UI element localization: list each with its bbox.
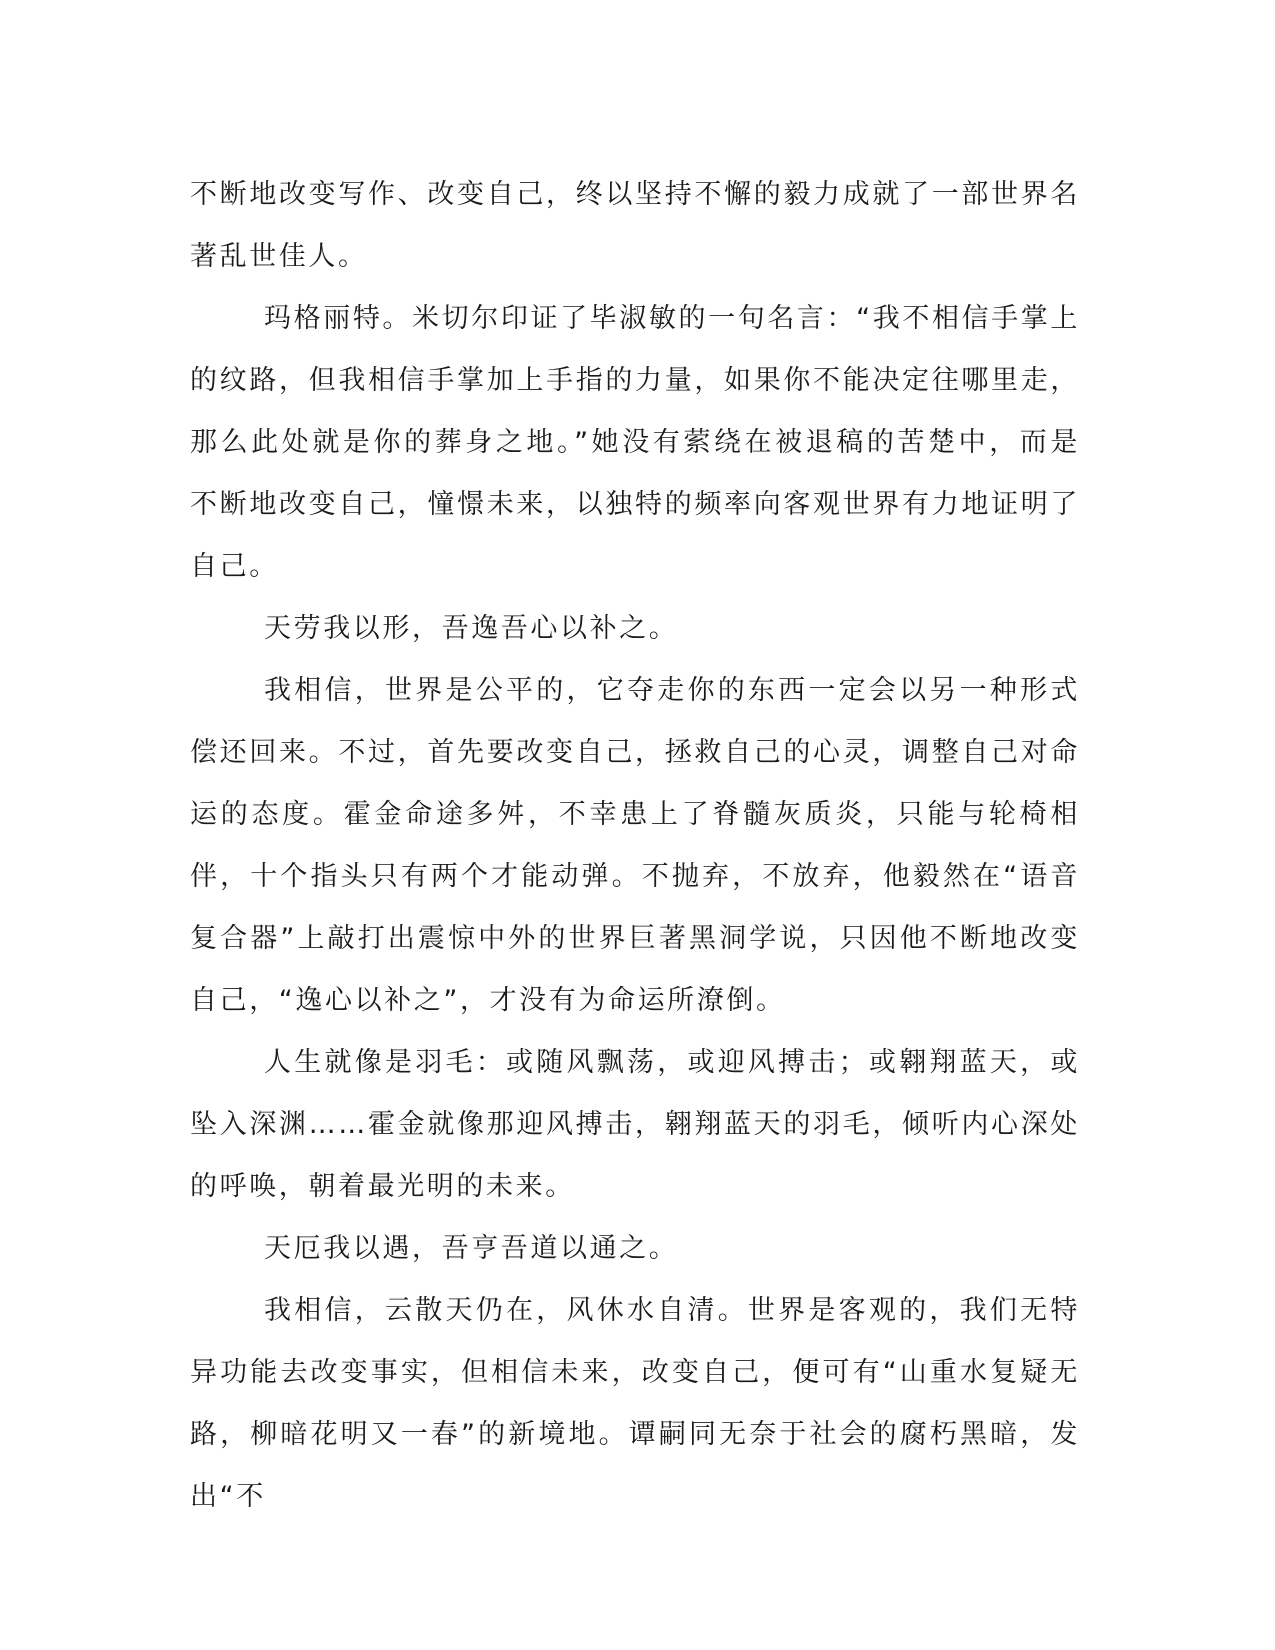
paragraph-1: 不断地改变写作、改变自己，终以坚持不懈的毅力成就了一部世界名著乱世佳人。 <box>190 179 1080 272</box>
paragraph-3: 天劳我以形，吾逸吾心以补之。 <box>264 613 679 644</box>
paragraph-6: 天厄我以遇，吾亨吾道以通之。 <box>264 1233 679 1264</box>
paragraph-2: 玛格丽特。米切尔印证了毕淑敏的一句名言：“我不相信手掌上的纹路，但我相信手掌加上手指的力量，如果你不能决定往哪里走，那么此处就是你的葬身之地。”她没有萦绕在被退稿的苦楚中，而是不断地改变自己，憧憬未来，以独特的频率向客观世界有力地证明了自己。 <box>190 303 1080 582</box>
essay-body <box>190 164 1080 1528</box>
paragraph-5: 人生就像是羽毛：或随风飘荡，或迎风搏击；或翱翔蓝天，或坠入深渊……霍金就像那迎风搏击，翱翔蓝天的羽毛，倾听内心深处的呼唤，朝着最光明的未来。 <box>190 1047 1080 1202</box>
paragraph-4: 我相信，世界是公平的，它夺走你的东西一定会以另一种形式偿还回来。不过，首先要改变自己，拯救自己的心灵，调整自己对命运的态度。霍金命途多舛，不幸患上了脊髓灰质炎，只能与轮椅相伴，十个指头只有两个才能动弹。不抛弃，不放弃，他毅然在“语音复合器”上敲打出震惊中外的世界巨著黑洞学说，只因他不断地改变自己，“逸心以补之”，才没有为命运所潦倒。 <box>190 675 1080 1016</box>
paragraph-7: 我相信，云散天仍在，风休水自清。世界是客观的，我们无特异功能去改变事实，但相信未来，改变自己，便可有“山重水复疑无路，柳暗花明又一春”的新境地。谭嗣同无奈于社会的腐朽黑暗，发出“不 <box>190 1295 1080 1512</box>
